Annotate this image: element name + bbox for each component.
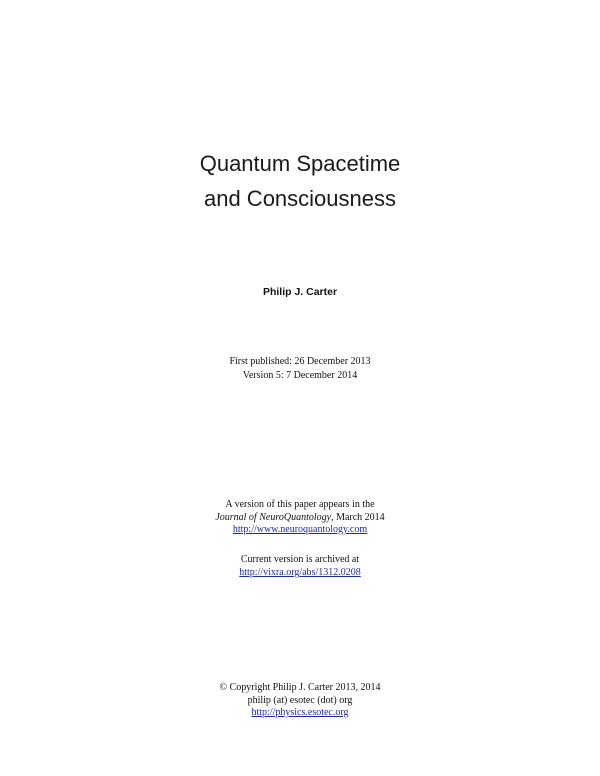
copyright-text: © Copyright Philip J. Carter 2013, 2014: [219, 682, 381, 693]
journal-date: , March 2014: [331, 511, 385, 523]
journal-intro: A version of this paper appears in the: [225, 499, 375, 510]
publication-dates: [0, 355, 600, 383]
archive-notice: [0, 553, 600, 579]
archive-text: Current version is archived at: [240, 554, 360, 565]
author-name: Philip J. Carter: [262, 286, 338, 298]
version-date: Version 5: 7 December 2014: [242, 370, 358, 381]
journal-link[interactable]: http://www.neuroquantology.com: [232, 524, 368, 535]
journal-notice: [0, 499, 600, 537]
copyright-notice: [0, 682, 600, 720]
journal-name: Journal of NeuroQuantology: [215, 511, 332, 523]
first-published-date: First published: 26 December 2013: [229, 356, 371, 367]
title-line-2: and Consciousness: [203, 186, 396, 211]
contact-email: philip (at) esotec (dot) org: [247, 694, 353, 706]
paper-title: [0, 146, 600, 216]
journal-citation: [0, 512, 600, 525]
title-line-1: Quantum Spacetime: [199, 151, 401, 176]
archive-link[interactable]: http://vixra.org/abs/1312.0208: [239, 567, 361, 578]
website-link[interactable]: http://physics.esotec.org: [251, 707, 349, 718]
